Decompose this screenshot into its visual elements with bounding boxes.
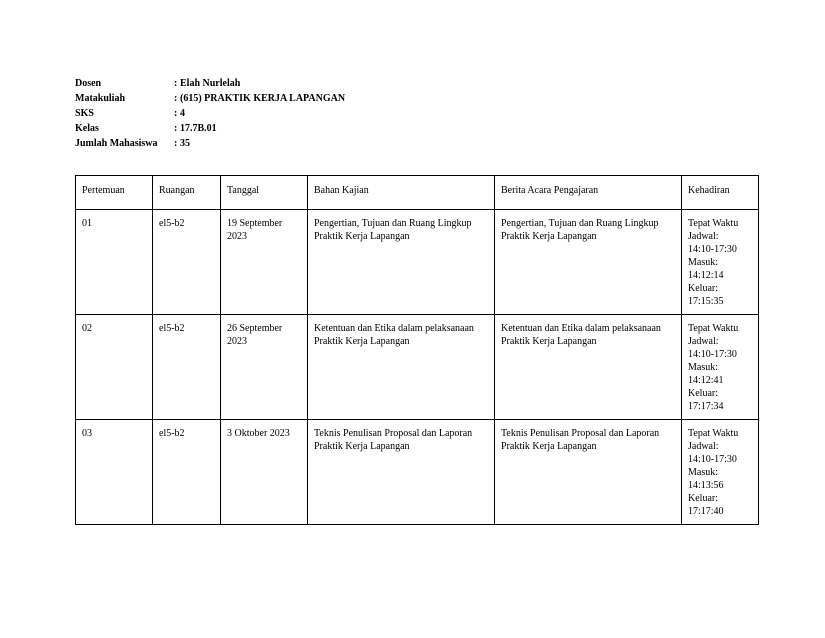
attendance-out-label: Keluar: [688, 388, 718, 399]
attendance-out-label: Keluar: [688, 283, 718, 294]
attendance-out-label: Keluar: [688, 493, 718, 504]
info-value: (615) PRAKTIK KERJA LAPANGAN [180, 93, 346, 104]
attendance-schedule-label: Jadwal: [688, 336, 719, 347]
column-header-pertemuan: Pertemuan [76, 176, 153, 210]
cell-ruangan: el5-b2 [153, 420, 221, 525]
cell-ruangan: el5-b2 [153, 315, 221, 420]
info-value: 17.7B.01 [180, 123, 217, 134]
info-value: Elah Nurlelah [180, 78, 241, 89]
attendance-out: 17:15:35 [688, 296, 724, 307]
attendance-in: 14:12:41 [688, 375, 724, 386]
attendance-in: 14:13:56 [688, 480, 724, 491]
attendance-status: Tepat Waktu [688, 218, 739, 229]
table-row [76, 420, 759, 525]
attendance-schedule: 14:10-17:30 [688, 454, 737, 465]
course-info [75, 76, 345, 151]
info-label: Kelas [75, 123, 99, 134]
info-row-kelas [75, 121, 345, 136]
cell-bahan-kajian: Ketentuan dan Etika dalam pelaksanaan Praktik Kerja Lapangan [308, 315, 495, 420]
info-separator: : [174, 108, 178, 119]
table-row [76, 210, 759, 315]
info-separator: : [174, 78, 178, 89]
info-label: SKS [75, 108, 94, 119]
attendance-schedule: 14:10-17:30 [688, 244, 737, 255]
cell-pertemuan: 01 [76, 210, 153, 315]
attendance-in: 14:12:14 [688, 270, 724, 281]
attendance-out: 17:17:40 [688, 506, 724, 517]
cell-bahan-kajian: Pengertian, Tujuan dan Ruang Lingkup Praktik Kerja Lapangan [308, 210, 495, 315]
cell-kehadiran [682, 315, 759, 420]
cell-tanggal: 19 September 2023 [221, 210, 308, 315]
cell-tanggal: 26 September 2023 [221, 315, 308, 420]
attendance-status: Tepat Waktu [688, 428, 739, 439]
cell-tanggal: 3 Oktober 2023 [221, 420, 308, 525]
column-header-ruangan: Ruangan [153, 176, 221, 210]
cell-kehadiran [682, 210, 759, 315]
cell-berita-acara: Ketentuan dan Etika dalam pelaksanaan Praktik Kerja Lapangan [495, 315, 682, 420]
column-header-berita-acara: Berita Acara Pengajaran [495, 176, 682, 210]
info-value: 4 [180, 108, 185, 119]
info-row-matakuliah [75, 91, 345, 106]
attendance-out: 17:17:34 [688, 401, 724, 412]
info-separator: : [174, 93, 178, 104]
info-separator: : [174, 138, 178, 149]
info-row-jumlah-mahasiswa [75, 136, 345, 151]
attendance-schedule-label: Jadwal: [688, 231, 719, 242]
info-row-sks [75, 106, 345, 121]
cell-pertemuan: 03 [76, 420, 153, 525]
cell-pertemuan: 02 [76, 315, 153, 420]
attendance-in-label: Masuk: [688, 257, 718, 268]
cell-berita-acara: Pengertian, Tujuan dan Ruang Lingkup Praktik Kerja Lapangan [495, 210, 682, 315]
info-label: Jumlah Mahasiswa [75, 138, 158, 149]
info-label: Matakuliah [75, 93, 126, 104]
info-value: 35 [180, 138, 190, 149]
column-header-bahan-kajian: Bahan Kajian [308, 176, 495, 210]
info-label: Dosen [75, 78, 102, 89]
column-header-kehadiran: Kehadiran [682, 176, 759, 210]
column-header-tanggal: Tanggal [221, 176, 308, 210]
attendance-schedule-label: Jadwal: [688, 441, 719, 452]
attendance-status: Tepat Waktu [688, 323, 739, 334]
attendance-in-label: Masuk: [688, 362, 718, 373]
meeting-table [75, 175, 759, 525]
cell-kehadiran [682, 420, 759, 525]
attendance-in-label: Masuk: [688, 467, 718, 478]
info-row-dosen [75, 76, 345, 91]
table-header-row [76, 176, 759, 210]
cell-bahan-kajian: Teknis Penulisan Proposal dan Laporan Praktik Kerja Lapangan [308, 420, 495, 525]
cell-berita-acara: Teknis Penulisan Proposal dan Laporan Praktik Kerja Lapangan [495, 420, 682, 525]
table-row [76, 315, 759, 420]
cell-ruangan: el5-b2 [153, 210, 221, 315]
attendance-schedule: 14:10-17:30 [688, 349, 737, 360]
info-separator: : [174, 123, 178, 134]
